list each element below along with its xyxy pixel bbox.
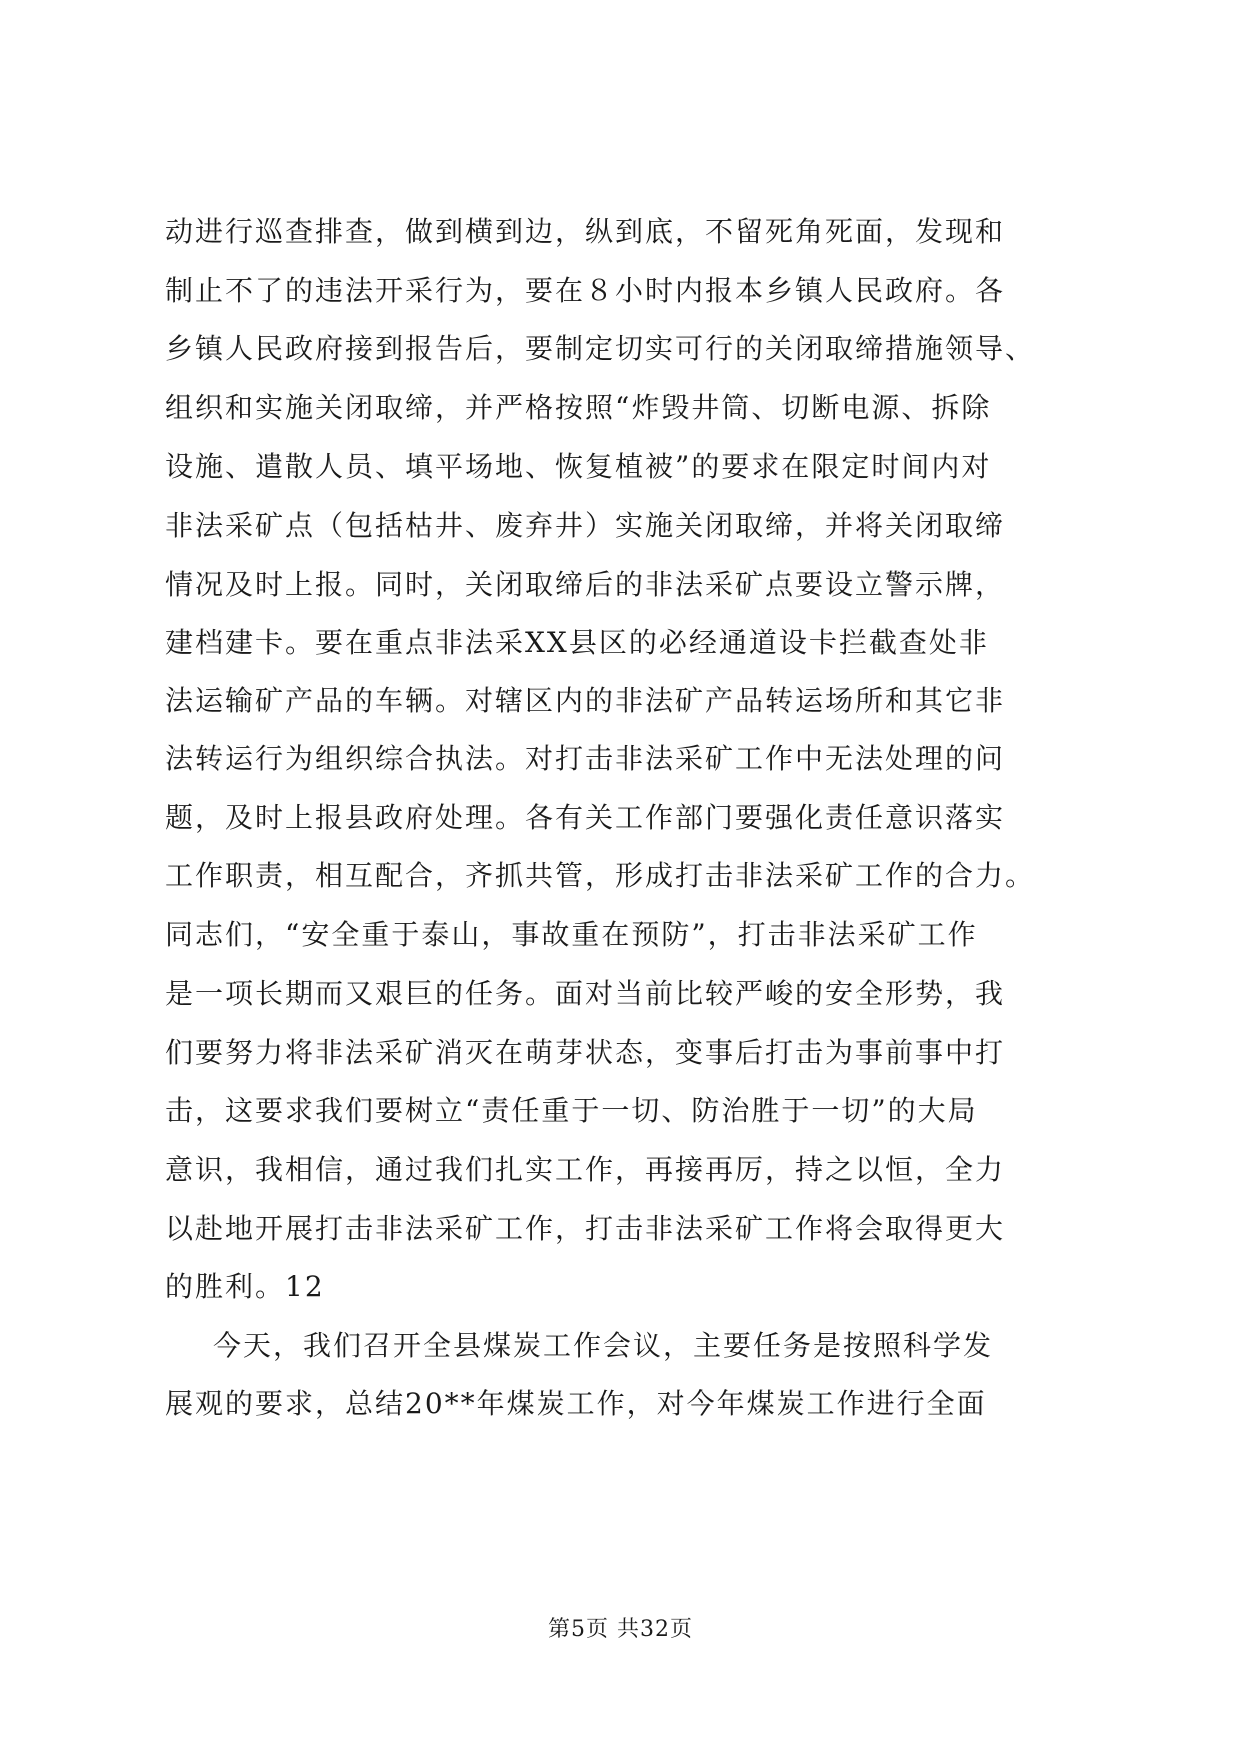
text-line: 意识，我相信，通过我们扎实工作，再接再厉，持之以恒，全力 [165, 1153, 1006, 1186]
text-line: 今天，我们召开全县煤炭工作会议，主要任务是按照科学发 [213, 1329, 994, 1362]
text-line: 制止不了的违法开采行为，要在８小时内报本乡镇人民政府。各 [165, 274, 1006, 307]
page-footer: 第5页 共32页 [548, 1617, 693, 1642]
text-line: 法转运行为组织综合执法。对打击非法采矿工作中无法处理的问 [165, 742, 1006, 775]
text-line: 情况及时上报。同时，关闭取缔后的非法采矿点要设立警示牌， [165, 568, 1006, 601]
text-line: 法运输矿产品的车辆。对辖区内的非法矿产品转运场所和其它非 [165, 684, 1006, 717]
text-line: 题，及时上报县政府处理。各有关工作部门要强化责任意识落实 [165, 801, 1006, 834]
text-line: 展观的要求，总结20**年煤炭工作，对今年煤炭工作进行全面 [165, 1387, 987, 1420]
text-line: 组织和实施关闭取缔，并严格按照“炸毁井筒、切断电源、拆除 [165, 391, 992, 424]
text-line: 是一项长期而又艰巨的任务。面对当前比较严峻的安全形势，我 [165, 977, 1006, 1010]
text-line: 们要努力将非法采矿消灭在萌芽状态，变事后打击为事前事中打 [165, 1036, 1006, 1069]
text-line: 设施、遣散人员、填平场地、恢复植被”的要求在限定时间内对 [165, 450, 992, 483]
text-line: 击，这要求我们要树立“责任重于一切、防治胜于一切”的大局 [165, 1094, 978, 1127]
text-line: 乡镇人民政府接到报告后，要制定切实可行的关闭取缔措施领导、 [165, 332, 1036, 365]
text-line: 非法采矿点（包括枯井、废弃井）实施关闭取缔，并将关闭取缔 [165, 509, 1006, 542]
text-line: 建档建卡。要在重点非法采XX县区的必经通道设卡拦截查处非 [165, 626, 989, 659]
text-line: 工作职责，相互配合，齐抓共管，形成打击非法采矿工作的合力。 [165, 859, 1036, 892]
text-line: 同志们，“安全重于泰山，事故重在预防”，打击非法采矿工作 [165, 918, 978, 951]
text-line: 以赴地开展打击非法采矿工作，打击非法采矿工作将会取得更大 [165, 1212, 1006, 1245]
text-line: 的胜利。12 [165, 1270, 325, 1303]
text-line: 动进行巡查排查，做到横到边，纵到底，不留死角死面，发现和 [165, 215, 1006, 248]
